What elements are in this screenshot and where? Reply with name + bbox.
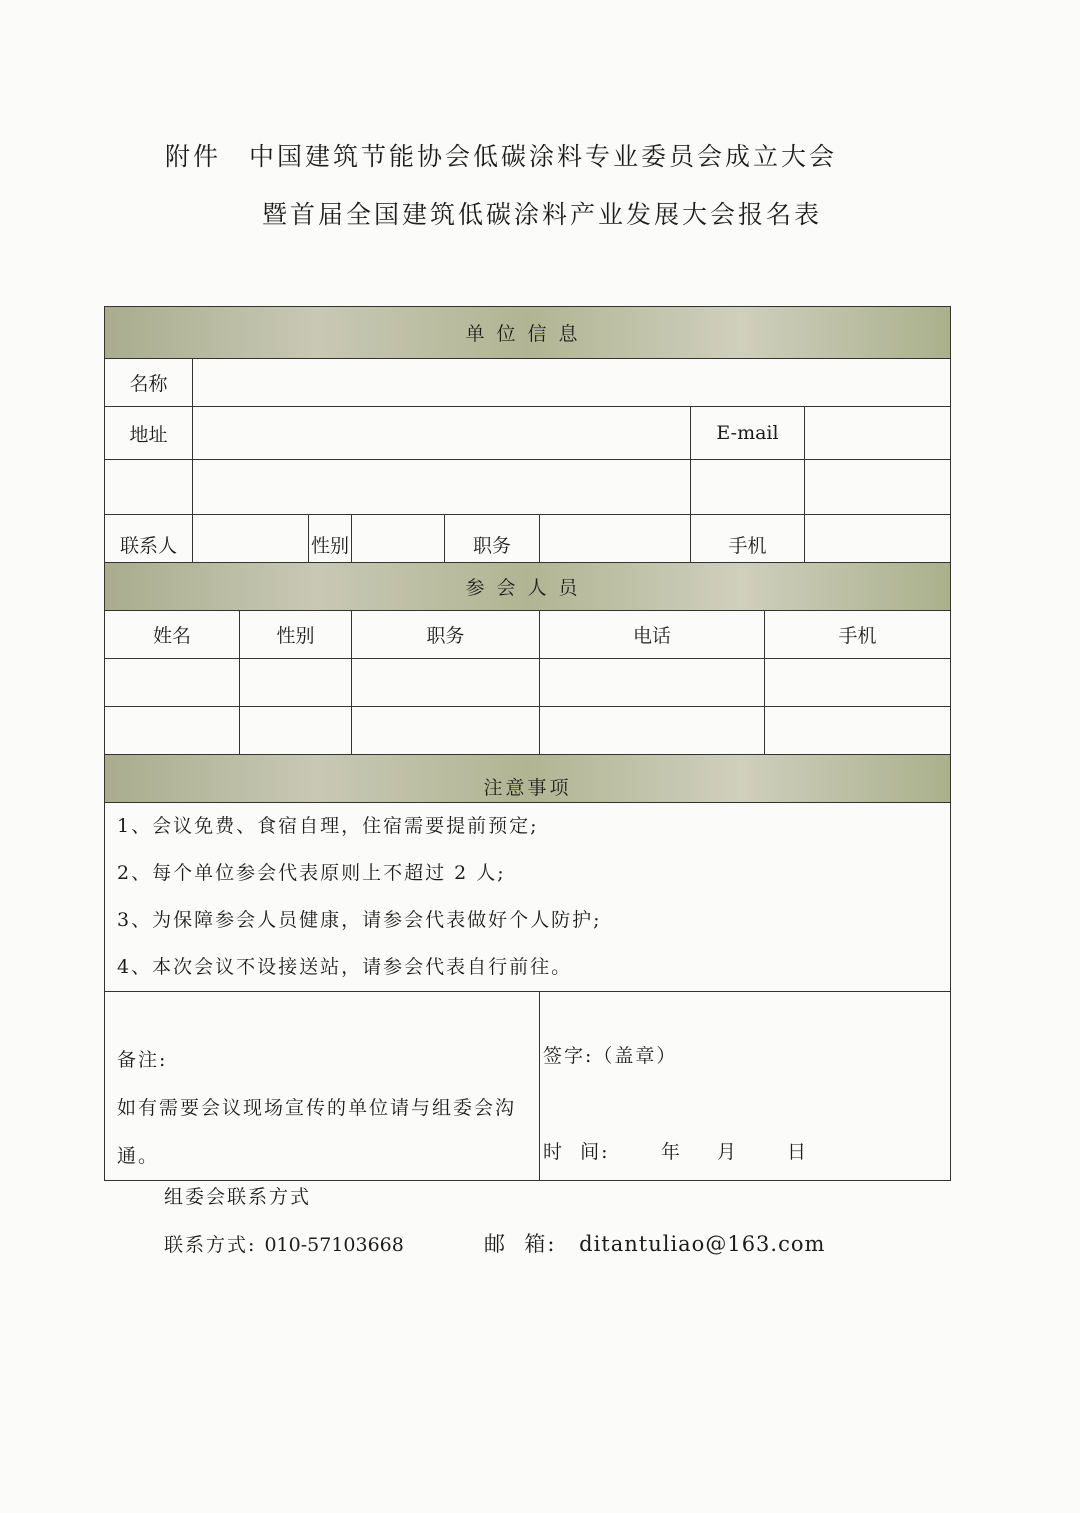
- address-extra-label-cell: [105, 460, 193, 515]
- signature-label: 签字:（盖章）: [543, 1045, 678, 1067]
- contact-position-field[interactable]: [540, 515, 691, 563]
- attendee-position-cell[interactable]: [352, 707, 540, 755]
- contact-phone: 010-57103668: [264, 1234, 404, 1256]
- year-label: 年: [661, 1141, 683, 1163]
- contact-email-line: [484, 1228, 825, 1258]
- name-field[interactable]: [193, 359, 951, 407]
- address-field[interactable]: [193, 407, 691, 460]
- contact-email-label: 邮 箱:: [484, 1232, 557, 1256]
- attendee-row: [105, 659, 951, 707]
- note-item: 3、为保障参会人员健康，请参会代表做好个人防护;: [117, 909, 602, 931]
- attendee-phone-cell[interactable]: [540, 707, 765, 755]
- remarks-text-line1: 如有需要会议现场宣传的单位请与组委会沟: [117, 1097, 517, 1119]
- note-item: 4、本次会议不设接送站，请参会代表自行前往。: [117, 956, 573, 978]
- contact-person-field[interactable]: [193, 515, 309, 563]
- contact-person-label: 联系人: [105, 515, 193, 563]
- attendee-gender-cell[interactable]: [240, 659, 352, 707]
- attendee-name-cell[interactable]: [105, 659, 240, 707]
- document-title-line2: 暨首届全国建筑低碳涂料产业发展大会报名表: [262, 200, 823, 229]
- contact-mobile-label: 手机: [691, 515, 805, 563]
- contact-gender-field[interactable]: [352, 515, 445, 563]
- contact-email[interactable]: ditantuliao@163.com: [579, 1232, 826, 1256]
- month-label: 月: [717, 1141, 739, 1163]
- contact-mobile-field[interactable]: [805, 515, 951, 563]
- attendee-col-position: 职务: [352, 611, 540, 659]
- contact-position-label: 职务: [445, 515, 540, 563]
- attendees-header: 参会人员: [105, 563, 951, 611]
- note-item: 1、会议免费、食宿自理，住宿需要提前预定;: [117, 815, 539, 837]
- attendee-row: [105, 707, 951, 755]
- remarks-text-line2: 通。: [117, 1145, 160, 1167]
- contact-phone-label: 联系方式:: [164, 1234, 257, 1256]
- attendee-col-phone: 电话: [540, 611, 765, 659]
- attendee-col-gender: 性别: [240, 611, 352, 659]
- email-field-2[interactable]: [805, 460, 951, 515]
- attendee-name-cell[interactable]: [105, 707, 240, 755]
- unit-info-header: 单位信息: [105, 307, 951, 359]
- notes-header: 注意事项: [105, 755, 951, 803]
- name-label: 名称: [105, 359, 193, 407]
- attachment-prefix: 附件: [165, 142, 222, 171]
- attendee-gender-cell[interactable]: [240, 707, 352, 755]
- attendee-col-name: 姓名: [105, 611, 240, 659]
- email-extra-cell[interactable]: [691, 460, 805, 515]
- signature-cell[interactable]: [540, 992, 951, 1181]
- note-item: 2、每个单位参会代表原则上不超过 2 人;: [117, 862, 506, 884]
- email-field[interactable]: [805, 407, 951, 460]
- contact-phone-line: [164, 1230, 404, 1257]
- day-label: 日: [787, 1141, 809, 1163]
- address-label: 地址: [105, 407, 193, 460]
- attendee-col-mobile: 手机: [765, 611, 951, 659]
- contact-gender-label: 性别: [309, 515, 352, 563]
- contact-heading: 组委会联系方式: [164, 1186, 312, 1208]
- attendee-mobile-cell[interactable]: [765, 659, 951, 707]
- address-field-2[interactable]: [193, 460, 691, 515]
- title-text-1: 中国建筑节能协会低碳涂料专业委员会成立大会: [249, 142, 838, 171]
- notes-list: [105, 803, 951, 992]
- remarks-cell: [105, 992, 540, 1181]
- remarks-label: 备注:: [117, 1049, 168, 1071]
- attendee-position-cell[interactable]: [352, 659, 540, 707]
- registration-form: [104, 306, 951, 1181]
- document-title-line1: [165, 137, 837, 173]
- attendee-phone-cell[interactable]: [540, 659, 765, 707]
- email-label: E-mail: [691, 407, 805, 460]
- attendee-mobile-cell[interactable]: [765, 707, 951, 755]
- time-label: 时 间:: [543, 1141, 610, 1163]
